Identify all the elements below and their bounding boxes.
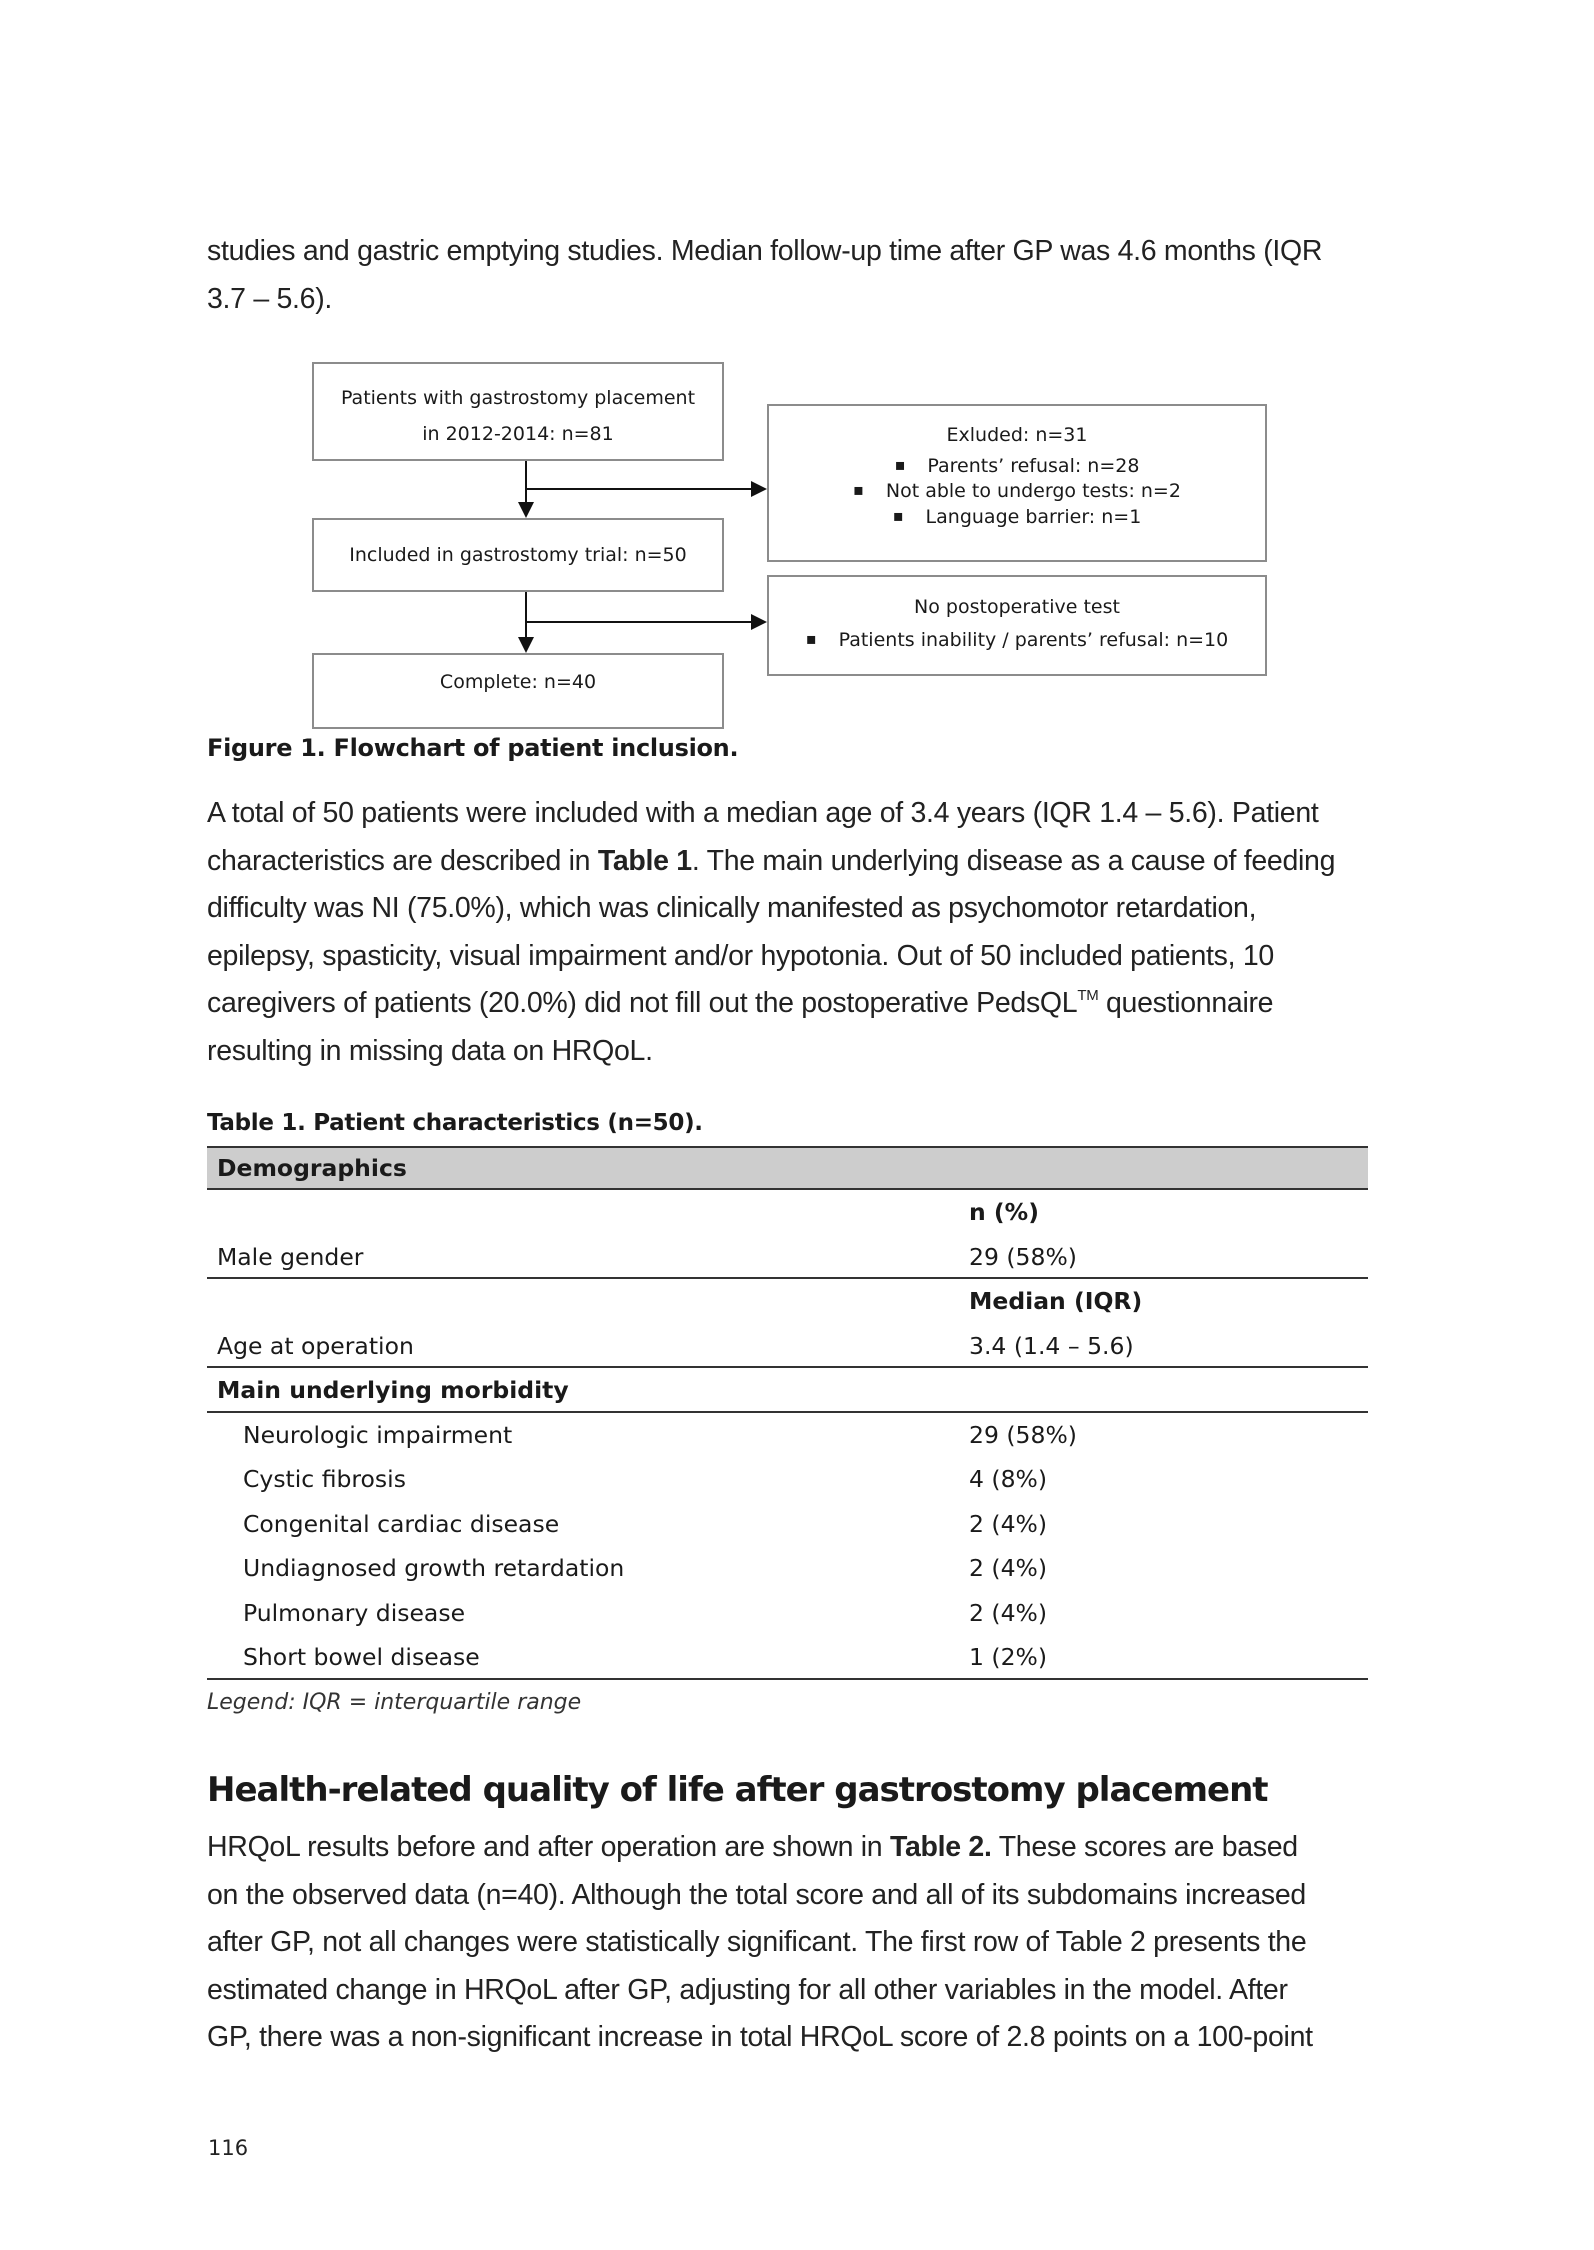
table-section-header: Main underlying morbidity — [217, 1376, 569, 1404]
table-section-header: Demographics — [217, 1154, 407, 1182]
table-row: Neurologic impairment 29 (58%) — [243, 1420, 1077, 1449]
text-line: difficulty was NI (75.0%), which was clinically manifested as psychomotor retardation, — [207, 892, 1257, 924]
table-row: Cystic fibrosis 4 (8%) — [243, 1465, 1048, 1493]
bullet-item: ▪ Patients inability / parents’ refusal: n=10 — [769, 624, 1265, 657]
text-line: characteristics are described in Table 1. The main underlying disease as a cause of feeding — [207, 844, 1336, 877]
table-row: Short bowel disease 1 (2%) — [207, 1635, 1368, 1680]
text-line: studies and gastric emptying studies. Median follow-up time after GP was 4.6 months (IQR — [207, 235, 1323, 267]
paragraph-patient-characteristics — [207, 790, 1368, 1075]
flowchart-connector — [526, 488, 752, 490]
page-number: 116 — [208, 2136, 249, 2160]
table-row: Male gender 29 (58%) — [207, 1235, 1368, 1280]
intro-paragraph — [207, 228, 1368, 323]
text-line: after GP, not all changes were statistically significant. The first row of Table 2 presents the — [207, 1926, 1307, 1958]
text-line: estimated change in HRQoL after GP, adjusting for all other variables in the model. After — [207, 1973, 1288, 2006]
text-line: resulting in missing data on HRQoL. — [207, 1034, 653, 1067]
table-row: Congenital cardiac disease 2 (4%) — [243, 1509, 1048, 1538]
flowchart-box-initial: Patients with gastrostomy placement in 2012-2014: n=81 — [312, 362, 724, 461]
figure-caption: Figure 1. Flowchart of patient inclusion. — [207, 734, 739, 762]
table-row: Age at operation 3.4 (1.4 – 5.6) — [207, 1324, 1368, 1369]
table-row: Pulmonary disease 2 (4%) — [243, 1598, 1048, 1627]
column-header: Median (IQR) — [969, 1287, 1143, 1315]
bullet-item: ▪ Language barrier: n=1 — [769, 505, 1265, 531]
text-line: on the observed data (n=40). Although the total score and all of its subdomains increased — [207, 1878, 1306, 1911]
arrow-down-icon — [518, 502, 534, 518]
table-row — [207, 1190, 1368, 1235]
text-line: A total of 50 patients were included with a median age of 3.4 years (IQR 1.4 – 5.6). Patient — [207, 797, 1319, 829]
table-reference: Table 1 — [597, 844, 692, 877]
bullet-item: ▪ Not able to undergo tests: n=2 — [769, 479, 1265, 505]
text-line: caregivers of patients (20.0%) did not fill out the postoperative PedsQL™ questionnaire — [207, 987, 1274, 1019]
arrow-right-icon — [751, 614, 767, 630]
flowchart-connector — [525, 592, 527, 637]
table-title: Table 1. Patient characteristics (n=50). — [207, 1110, 703, 1136]
table-row: Undiagnosed growth retardation 2 (4%) — [243, 1554, 1048, 1582]
text-line: epilepsy, spasticity, visual impairment and/or hypotonia. Out of 50 included patients, 10 — [207, 939, 1274, 972]
flowchart-box-complete: Complete: n=40 — [312, 653, 724, 729]
paragraph-hrqol — [207, 1824, 1368, 2062]
flowchart-connector — [525, 461, 527, 506]
flowchart-box-no-postoperative: No postoperative test ▪ Patients inability / parents’ refusal: n=10 — [767, 575, 1267, 676]
text-line: 3.7 – 5.6). — [207, 282, 333, 315]
text-line: GP, there was a non-significant increase in total HRQoL score of 2.8 points on a 100-point — [207, 2021, 1313, 2053]
table-row — [207, 1279, 1368, 1324]
flowchart-box-excluded: Exluded: n=31 ▪ Parents’ refusal: n=28 ▪ Not able to undergo tests: n=2 ▪ Language barrier: n=1 — [767, 404, 1267, 562]
table-reference: Table 2. — [889, 1831, 992, 1863]
flowchart-box-included: Included in gastrostomy trial: n=50 — [312, 518, 724, 592]
table-legend: Legend: IQR = interquartile range — [207, 1690, 582, 1715]
bullet-item: ▪ Parents’ refusal: n=28 — [769, 454, 1265, 480]
patient-characteristics-table — [207, 1146, 1368, 1680]
column-header: n (%) — [969, 1198, 1039, 1226]
table-row — [207, 1368, 1368, 1413]
text-line: HRQoL results before and after operation are shown in Table 2. These scores are based — [207, 1831, 1298, 1863]
section-heading: Health-related quality of life after gastrostomy placement — [207, 1770, 1268, 1810]
arrow-down-icon — [518, 637, 534, 653]
arrow-right-icon — [751, 481, 767, 497]
trademark-superscript: TM — [1077, 987, 1099, 1004]
flowchart-connector — [526, 621, 752, 623]
table-header-row — [207, 1146, 1368, 1190]
